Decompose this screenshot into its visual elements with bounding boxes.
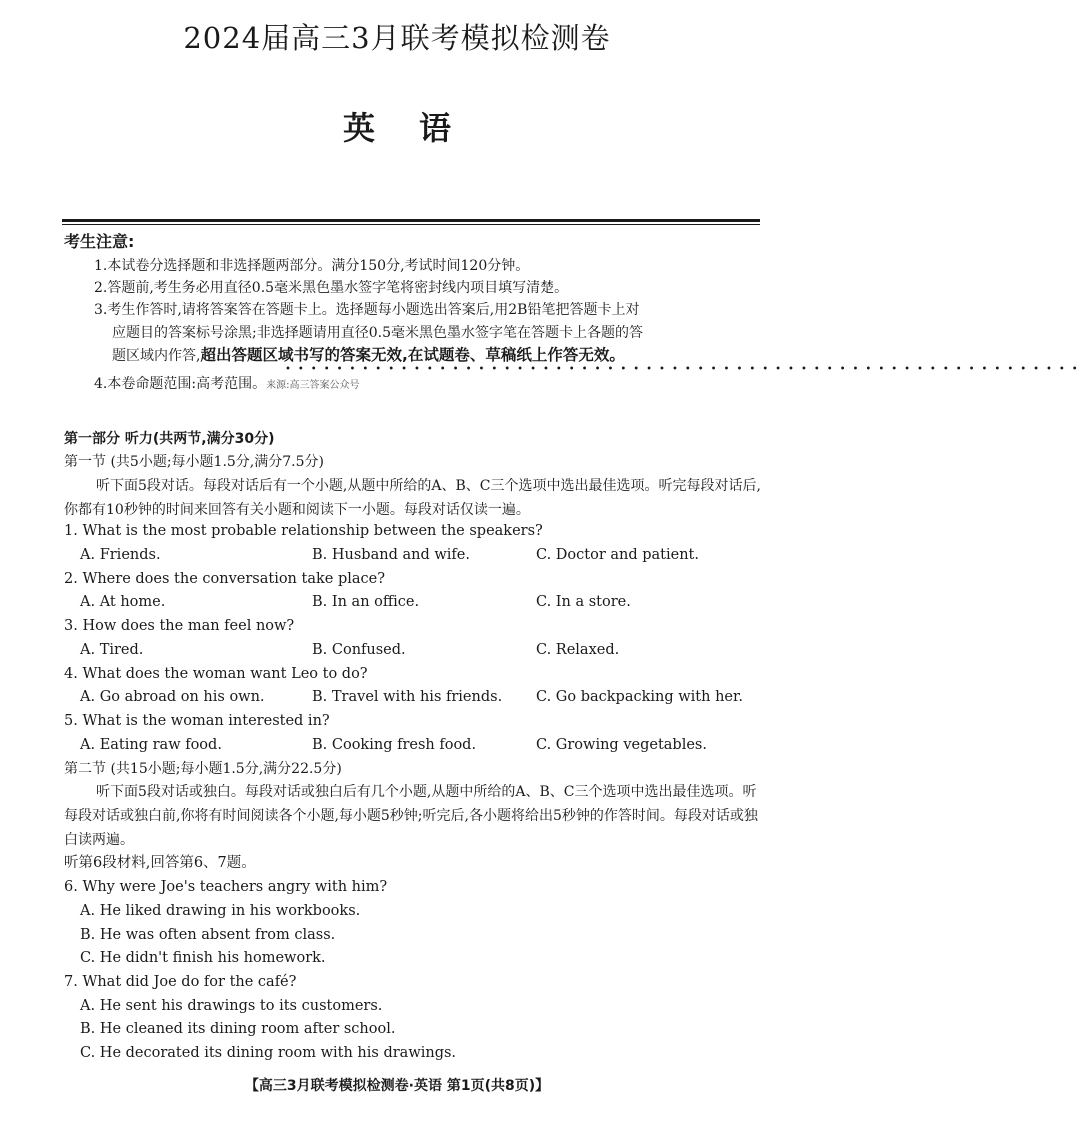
notice-item-3-line-1: 3.考生作答时,请将答案答在答题卡上。选择题每小题选出答案后,用2B铅笔把答题卡上对 [94,302,640,318]
notice-heading: 考生注意: [64,232,135,251]
question-3: 3. How does the man feel now? [64,618,295,634]
question-1-option-b: B. Husband and wife. [312,547,470,563]
question-2: 2. Where does the conversation take place? [64,571,385,587]
question-3-option-c: C. Relaxed. [536,642,620,658]
question-2-option-c: C. In a store. [536,594,631,610]
question-2-option-b: B. In an office. [312,594,420,610]
exam-title: 2024届高三3月联考模拟检测卷 [183,21,611,55]
question-4-option-c: C. Go backpacking with her. [536,689,743,705]
notice-item-4 [94,374,766,396]
notice-item-3-emphasis: 超出答题区域书写的答案无效,在试题卷、草稿纸上作答无效。 [200,346,625,364]
notice-item-3-line-3 [112,345,784,366]
question-1-option-a: A. Friends. [80,547,161,563]
notice-item-3-plain: 题区域内作答, [112,348,201,364]
question-3-option-a: A. Tired. [80,642,144,658]
notice-item-3-line-2: 应题目的答案标号涂黑;非选择题请用直径0.5毫米黑色墨水签字笔在答题卡上各题的答 [112,325,643,341]
question-5-option-b: B. Cooking fresh food. [312,737,477,753]
question-5-option-c: C. Growing vegetables. [536,737,707,753]
material-note: 听第6段材料,回答第6、7题。 [64,855,256,871]
source-note: 来源:高三答案公众号 [266,380,360,391]
header-divider [62,219,760,222]
part-one-heading: 第一部分 听力(共两节,满分30分) [64,431,275,447]
question-7-option-c: C. He decorated its dining room with his drawings. [80,1045,457,1061]
question-4-option-a: A. Go abroad on his own. [80,689,265,705]
question-5: 5. What is the woman interested in? [64,713,330,729]
question-6-option-b: B. He was often absent from class. [80,927,336,943]
section-one-instructions: 听下面5段对话。每段对话后有一个小题,从题中所给的A、B、C三个选项中选出最佳选项。听完每段对话后,你都有10秒钟的时间来回答有关小题和阅读下一小题。每段对话仅读一遍。 [64,478,761,518]
section-two-instructions: 听下面5段对话或独白。每段对话或独白后有几个小题,从题中所给的A、B、C三个选项中选出最佳选项。听每段对话或独白前,你将有时间阅读各个小题,每小题5秒钟;听完后,各小题将给出5秒钟的作答时间。每段对话或独白读两遍。 [64,784,758,848]
question-2-option-a: A. At home. [80,594,166,610]
notice-item-2: 2.答题前,考生务必用直径0.5毫米黑色墨水签字笔将密封线内项目填写清楚。 [94,280,569,296]
section-two-heading: 第二节 (共15小题;每小题1.5分,满分22.5分) [64,761,342,777]
emphasis-dots: •••••••••••••••••••••••••••••••••••••••••••••••••••••••••••••• [285,364,1085,375]
question-1-option-c: C. Doctor and patient. [536,547,699,563]
subject-title: 英语 [342,109,495,147]
question-3-option-b: B. Confused. [312,642,406,658]
question-4-option-b: B. Travel with his friends. [312,689,503,705]
question-6-option-c: C. He didn't finish his homework. [80,950,326,966]
question-6-option-a: A. He liked drawing in his workbooks. [80,903,361,919]
question-4: 4. What does the woman want Leo to do? [64,666,368,682]
question-5-option-a: A. Eating raw food. [80,737,222,753]
notice-item-1: 1.本试卷分选择题和非选择题两部分。满分150分,考试时间120分钟。 [94,258,530,274]
notice-item-4-text: 4.本卷命题范围:高考范围。 [94,376,267,392]
question-6: 6. Why were Joe's teachers angry with him? [64,879,388,895]
header-divider-thin [62,224,760,225]
page-footer: 【高三3月联考模拟检测卷·英语 第1页(共8页)】 [244,1078,550,1094]
question-7-option-b: B. He cleaned its dining room after school. [80,1021,396,1037]
question-1: 1. What is the most probable relationship between the speakers? [64,523,543,539]
question-7-option-a: A. He sent his drawings to its customers. [80,998,383,1014]
question-7: 7. What did Joe do for the café? [64,974,297,990]
section-one-heading: 第一节 (共5小题;每小题1.5分,满分7.5分) [64,454,324,470]
